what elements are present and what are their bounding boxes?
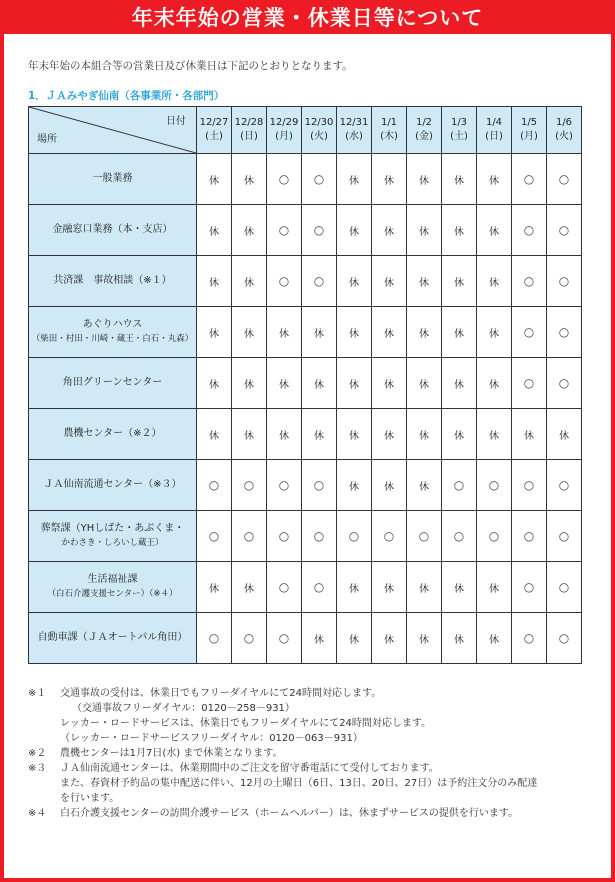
closed-mark: 休 [372,205,407,256]
open-mark: ○ [372,511,407,562]
closed-mark: 休 [442,154,477,205]
place-cell [29,511,197,562]
column-weekday: (月) [275,131,293,142]
open-mark: ○ [512,256,547,307]
closed-mark: 休 [197,154,232,205]
place-name: 農機センター（※２） [63,428,162,439]
place-cell [29,154,197,205]
open-mark: ○ [197,511,232,562]
closed-mark: 休 [232,307,267,358]
column-weekday: (土) [205,131,223,142]
date-column-header [337,107,372,154]
open-mark: ○ [267,154,302,205]
closed-mark: 休 [372,409,407,460]
schedule-table [28,106,582,664]
table-row [29,511,582,562]
open-mark: ○ [512,613,547,664]
open-mark: ○ [302,460,337,511]
column-date: 1/1 [380,117,398,128]
date-column-header [407,107,442,154]
place-cell [29,205,197,256]
column-weekday: (日) [240,131,258,142]
table-header-row [29,107,582,154]
open-mark: ○ [267,460,302,511]
closed-mark: 休 [337,256,372,307]
closed-mark: 休 [337,205,372,256]
closed-mark: 休 [442,307,477,358]
closed-mark: 休 [337,460,372,511]
footnote-mark: ※２ [28,748,47,759]
column-date: 1/4 [485,117,503,128]
closed-mark: 休 [407,256,442,307]
page-title: 年末年始の営業・休業日等について [131,6,484,30]
closed-mark: 休 [197,562,232,613]
table-row [29,358,582,409]
open-mark: ○ [512,511,547,562]
column-date: 12/30 [304,117,334,128]
footnote [28,686,598,746]
column-date: 12/29 [269,117,299,128]
closed-mark: 休 [477,205,512,256]
open-mark: ○ [197,460,232,511]
place-name: 共済課 事故相談（※１） [53,275,172,286]
column-weekday: (土) [450,131,468,142]
place-name: 金融窓口業務（本・支店） [52,224,173,235]
closed-mark: 休 [232,409,267,460]
table-row [29,562,582,613]
column-weekday: (日) [485,131,503,142]
date-column-header [302,107,337,154]
closed-mark: 休 [477,562,512,613]
closed-mark: 休 [407,613,442,664]
open-mark: ○ [477,460,512,511]
closed-mark: 休 [372,358,407,409]
closed-mark: 休 [197,409,232,460]
column-date: 12/31 [339,117,369,128]
open-mark: ○ [547,562,582,613]
intro-text: 年末年始の本組合等の営業日及び休業日は下記のとおりとなります。 [28,60,353,72]
date-column-header [197,107,232,154]
open-mark: ○ [302,562,337,613]
place-subtitle: （柴田・村田・川崎・蔵王・白石・丸森） [31,334,194,344]
open-mark: ○ [512,307,547,358]
closed-mark: 休 [232,256,267,307]
closed-mark: 休 [337,562,372,613]
open-mark: ○ [232,511,267,562]
closed-mark: 休 [407,409,442,460]
closed-mark: 休 [442,562,477,613]
footnote-mark: ※１ [28,688,47,699]
closed-mark: 休 [407,562,442,613]
closed-mark: 休 [407,460,442,511]
closed-mark: 休 [267,307,302,358]
place-name: 自動車課（ＪＡオートパル角田） [37,632,188,643]
table-row [29,409,582,460]
closed-mark: 休 [197,205,232,256]
closed-mark: 休 [512,409,547,460]
closed-mark: 休 [407,205,442,256]
open-mark: ○ [267,613,302,664]
closed-mark: 休 [372,256,407,307]
open-mark: ○ [337,511,372,562]
corner-date-label: 日付 [166,116,186,127]
footnote-line: 交通事故の受付は、休業日でもフリーダイヤルにて24時間対応します。 [60,688,382,699]
open-mark: ○ [512,358,547,409]
title-banner [0,0,615,34]
date-column-header [232,107,267,154]
footnote-line: 白石介護支援センターの訪問介護サービス（ホームヘルパー）は、休まずサービスの提供を行います。 [60,808,519,819]
open-mark: ○ [512,460,547,511]
column-date: 1/3 [450,117,468,128]
open-mark: ○ [547,154,582,205]
column-weekday: (木) [380,131,398,142]
closed-mark: 休 [442,256,477,307]
table-row [29,460,582,511]
open-mark: ○ [547,613,582,664]
place-subtitle: かわさき・しろいし蔵王） [61,538,164,548]
place-cell [29,307,197,358]
closed-mark: 休 [442,358,477,409]
corner-place-label: 場所 [37,134,57,145]
column-date: 12/28 [234,117,264,128]
open-mark: ○ [477,511,512,562]
open-mark: ○ [302,511,337,562]
closed-mark: 休 [337,154,372,205]
closed-mark: 休 [477,358,512,409]
footnote-line: （レッカー・ロードサービスフリーダイヤル：0120－063－931） [60,733,363,744]
open-mark: ○ [232,613,267,664]
footnote-body [60,746,598,761]
place-cell [29,613,197,664]
date-column-header [512,107,547,154]
table-row [29,307,582,358]
open-mark: ○ [547,460,582,511]
closed-mark: 休 [337,409,372,460]
table-row [29,205,582,256]
closed-mark: 休 [232,154,267,205]
place-name: 角田グリーンセンター [62,377,163,388]
footnote-line: 農機センターは1月7日(水) まで休業となります。 [60,748,283,759]
closed-mark: 休 [267,358,302,409]
open-mark: ○ [232,460,267,511]
table-row [29,154,582,205]
open-mark: ○ [302,256,337,307]
column-weekday: (金) [415,131,433,142]
closed-mark: 休 [337,307,372,358]
footnote-line: レッカー・ロードサービスは、休業日でもフリーダイヤルにて24時間対応します。 [60,718,432,729]
closed-mark: 休 [267,409,302,460]
date-column-header [442,107,477,154]
open-mark: ○ [302,154,337,205]
open-mark: ○ [547,256,582,307]
footnote-body [60,761,598,806]
closed-mark: 休 [442,205,477,256]
closed-mark: 休 [477,154,512,205]
table-row [29,613,582,664]
closed-mark: 休 [372,460,407,511]
date-column-header [267,107,302,154]
corner-cell [29,107,197,154]
section-title: 1．ＪＡみやぎ仙南（各事業所・各部門） [28,90,225,102]
place-name: 生活福祉課 [87,574,138,585]
date-column-header [547,107,582,154]
column-date: 1/5 [520,117,538,128]
closed-mark: 休 [337,358,372,409]
footnote-mark: ※３ [28,763,47,774]
closed-mark: 休 [477,409,512,460]
open-mark: ○ [197,613,232,664]
closed-mark: 休 [372,613,407,664]
closed-mark: 休 [302,409,337,460]
open-mark: ○ [547,205,582,256]
closed-mark: 休 [232,205,267,256]
closed-mark: 休 [442,409,477,460]
open-mark: ○ [302,205,337,256]
place-subtitle: （白石介護支援センター）（※４） [47,589,178,599]
closed-mark: 休 [407,154,442,205]
open-mark: ○ [442,460,477,511]
closed-mark: 休 [407,358,442,409]
open-mark: ○ [267,205,302,256]
footnote-mark: ※４ [28,808,47,819]
footnote [28,806,598,821]
closed-mark: 休 [337,613,372,664]
closed-mark: 休 [372,154,407,205]
closed-mark: 休 [197,256,232,307]
place-name: ＪＡ仙南流通センター（※３） [43,479,182,490]
open-mark: ○ [512,205,547,256]
footnote-line: （交通事故フリーダイヤル：0120－258－931） [72,703,295,714]
place-cell [29,256,197,307]
footnote-line: ＪＡ仙南流通センターは、休業期間中のご注文を留守番電話にて受付しております。 [60,763,439,774]
open-mark: ○ [547,511,582,562]
footnote [28,746,598,761]
open-mark: ○ [407,511,442,562]
place-name: 葬祭課（YHしばた・あぶくま・ [40,523,185,534]
open-mark: ○ [267,562,302,613]
closed-mark: 休 [197,358,232,409]
open-mark: ○ [547,307,582,358]
date-column-header [372,107,407,154]
open-mark: ○ [512,562,547,613]
footnotes [28,686,598,821]
closed-mark: 休 [477,613,512,664]
closed-mark: 休 [197,307,232,358]
content-panel [4,34,611,878]
place-cell [29,460,197,511]
closed-mark: 休 [407,307,442,358]
open-mark: ○ [512,154,547,205]
closed-mark: 休 [477,256,512,307]
date-column-header [477,107,512,154]
place-name: あぐりハウス [82,319,143,330]
footnote-body [60,686,598,746]
open-mark: ○ [547,358,582,409]
footnote-line: を行います。 [60,793,120,804]
place-name: 一般業務 [92,173,133,184]
closed-mark: 休 [547,409,582,460]
closed-mark: 休 [302,358,337,409]
closed-mark: 休 [372,307,407,358]
column-weekday: (水) [345,131,363,142]
table-row [29,256,582,307]
open-mark: ○ [267,256,302,307]
column-weekday: (火) [555,131,573,142]
place-cell [29,562,197,613]
footnote [28,761,598,806]
footnote-body [60,806,598,821]
closed-mark: 休 [442,613,477,664]
footnote-line: また、春資材予約品の集中配送に伴い、12月の土曜日（6日、13日、20日、27日）は予約注文分のみ配達 [60,778,538,789]
closed-mark: 休 [302,613,337,664]
place-cell [29,358,197,409]
closed-mark: 休 [372,562,407,613]
open-mark: ○ [267,511,302,562]
column-weekday: (火) [310,131,328,142]
column-date: 12/27 [199,117,229,128]
closed-mark: 休 [232,358,267,409]
open-mark: ○ [442,511,477,562]
column-date: 1/6 [555,117,573,128]
column-weekday: (月) [520,131,538,142]
closed-mark: 休 [232,562,267,613]
place-cell [29,409,197,460]
closed-mark: 休 [477,307,512,358]
column-date: 1/2 [415,117,433,128]
closed-mark: 休 [302,307,337,358]
